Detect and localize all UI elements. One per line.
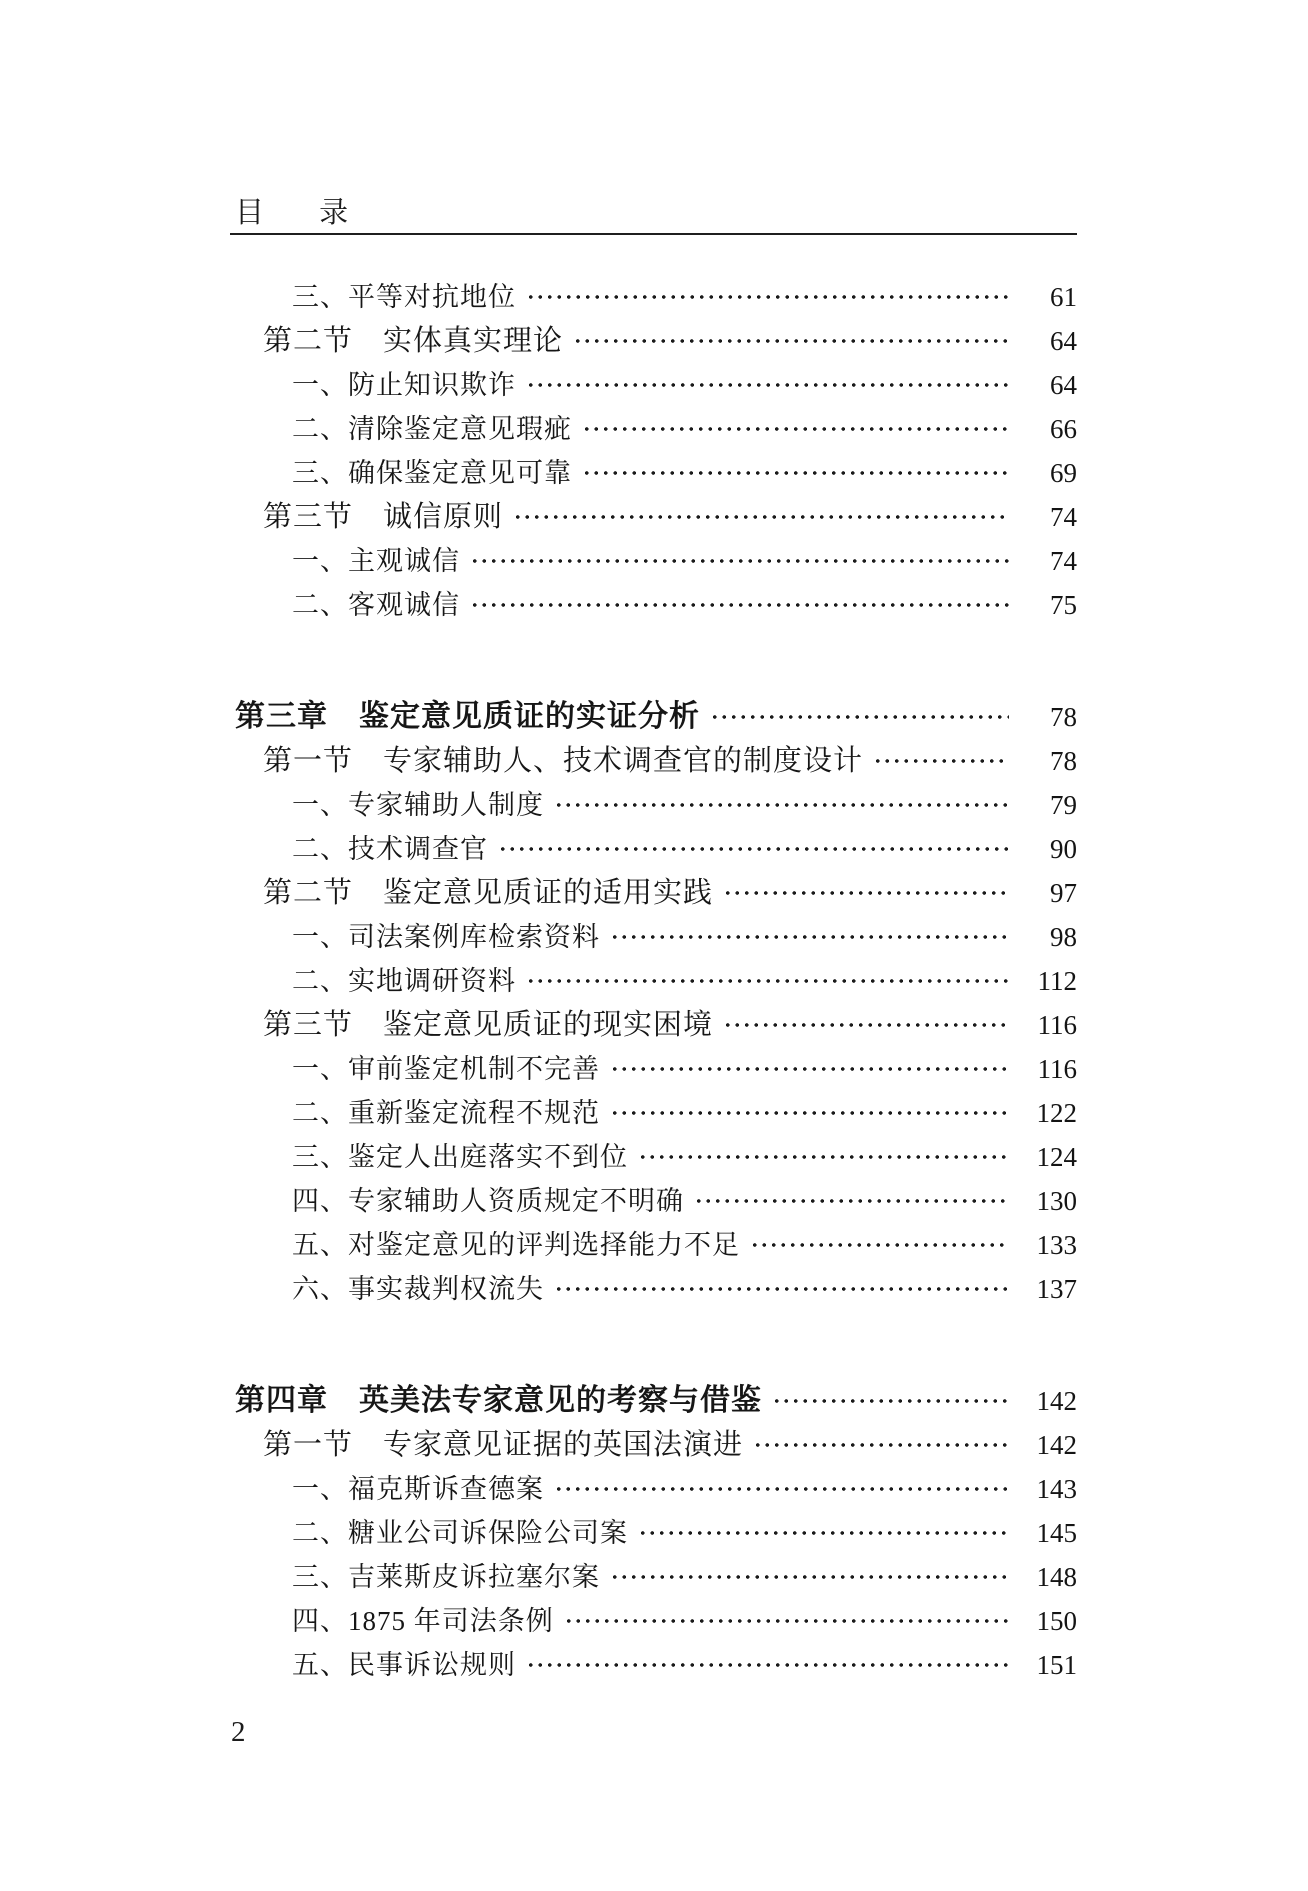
dot-leader (470, 539, 1009, 583)
toc-entry (235, 959, 1077, 1003)
dot-leader (610, 1555, 1009, 1599)
toc-list (235, 275, 1077, 1687)
toc-entry (235, 695, 1077, 739)
toc-entry-page: 64 (1050, 370, 1077, 400)
toc-entry (235, 1511, 1077, 1555)
toc-entry-page: 90 (1050, 834, 1077, 864)
toc-entry-page: 142 (1036, 1386, 1077, 1416)
toc-entry (235, 783, 1077, 827)
toc-entry (235, 1643, 1077, 1687)
toc-entry (235, 1179, 1077, 1223)
toc-entry (235, 915, 1077, 959)
toc-group (235, 1379, 1077, 1687)
dot-leader (873, 739, 1009, 783)
toc-entry (235, 827, 1077, 871)
toc-entry (235, 739, 1077, 783)
toc-entry-title: 一、司法案例库检索资料 (292, 922, 600, 952)
toc-entry-title: 二、客观诚信 (292, 590, 460, 620)
dot-leader (753, 1423, 1009, 1467)
dot-leader (750, 1223, 1009, 1267)
toc-entry (235, 1467, 1077, 1511)
toc-entry-title: 四、1875 年司法条例 (292, 1606, 554, 1636)
dot-leader (498, 827, 1009, 871)
toc-entry (235, 1135, 1077, 1179)
dot-leader (554, 1267, 1009, 1311)
toc-entry-title: 一、审前鉴定机制不完善 (292, 1054, 600, 1084)
dot-leader (554, 783, 1009, 827)
toc-entry-page: 97 (1050, 878, 1077, 908)
dot-leader (582, 451, 1009, 495)
toc-entry (235, 539, 1077, 583)
toc-entry-page: 148 (1036, 1562, 1077, 1592)
toc-entry-title: 二、清除鉴定意见瑕疵 (292, 414, 572, 444)
dot-leader (582, 407, 1009, 451)
dot-leader (638, 1511, 1009, 1555)
toc-entry (235, 1223, 1077, 1267)
toc-entry-page: 151 (1036, 1650, 1077, 1680)
toc-entry-page: 79 (1050, 790, 1077, 820)
dot-leader (694, 1179, 1009, 1223)
toc-entry-title: 第一节 专家辅助人、技术调查官的制度设计 (263, 745, 864, 777)
dot-leader (610, 1047, 1009, 1091)
toc-entry-title: 一、主观诚信 (292, 546, 460, 576)
dot-leader (470, 583, 1009, 627)
toc-entry (235, 1599, 1077, 1643)
dot-leader (610, 915, 1009, 959)
dot-leader (573, 319, 1009, 363)
toc-entry-title: 第三节 鉴定意见质证的现实困境 (263, 1009, 714, 1041)
toc-entry (235, 1047, 1077, 1091)
toc-entry-page: 142 (1036, 1430, 1077, 1460)
toc-entry (235, 275, 1077, 319)
toc-entry-page: 145 (1036, 1518, 1077, 1548)
toc-entry (235, 1267, 1077, 1311)
toc-entry-title: 三、平等对抗地位 (292, 282, 516, 312)
toc-entry-page: 78 (1050, 702, 1077, 732)
dot-leader (564, 1599, 1009, 1643)
toc-entry-page: 150 (1036, 1606, 1077, 1636)
toc-entry-title: 第一节 专家意见证据的英国法演进 (263, 1429, 744, 1461)
toc-entry-page: 98 (1050, 922, 1077, 952)
toc-entry-title: 第二节 鉴定意见质证的适用实践 (263, 877, 714, 909)
toc-entry (235, 583, 1077, 627)
toc-entry-title: 一、防止知识欺诈 (292, 370, 516, 400)
toc-entry-title: 二、实地调研资料 (292, 966, 516, 996)
toc-entry (235, 1091, 1077, 1135)
toc-entry-page: 74 (1050, 502, 1077, 532)
toc-entry-page: 124 (1036, 1142, 1077, 1172)
page-title: 目 录 (235, 197, 362, 229)
toc-entry-title: 五、民事诉讼规则 (292, 1650, 516, 1680)
toc-entry-title: 三、吉莱斯皮诉拉塞尔案 (292, 1562, 600, 1592)
dot-leader (772, 1379, 1009, 1423)
toc-entry-page: 78 (1050, 746, 1077, 776)
toc-entry-page: 66 (1050, 414, 1077, 444)
toc-entry (235, 1003, 1077, 1047)
toc-entry-title: 二、重新鉴定流程不规范 (292, 1098, 600, 1128)
toc-entry (235, 1423, 1077, 1467)
toc-entry-page: 74 (1050, 546, 1077, 576)
toc-entry-title: 第二节 实体真实理论 (263, 325, 564, 357)
toc-entry (235, 1379, 1077, 1423)
toc-entry-title: 第三章 鉴定意见质证的实证分析 (235, 700, 700, 733)
dot-leader (638, 1135, 1009, 1179)
toc-entry (235, 1555, 1077, 1599)
toc-entry-page: 122 (1036, 1098, 1077, 1128)
toc-entry (235, 363, 1077, 407)
toc-entry (235, 495, 1077, 539)
toc-entry-page: 61 (1050, 282, 1077, 312)
toc-entry-page: 112 (1037, 966, 1077, 996)
toc-entry (235, 871, 1077, 915)
toc-entry-page: 75 (1050, 590, 1077, 620)
toc-entry-title: 第三节 诚信原则 (263, 501, 504, 533)
toc-entry-page: 64 (1050, 326, 1077, 356)
dot-leader (526, 1643, 1009, 1687)
dot-leader (610, 1091, 1009, 1135)
toc-entry-page: 116 (1037, 1010, 1077, 1040)
toc-entry-title: 二、技术调查官 (292, 834, 488, 864)
dot-leader (554, 1467, 1009, 1511)
dot-leader (513, 495, 1009, 539)
toc-entry (235, 451, 1077, 495)
dot-leader (723, 871, 1009, 915)
folio-page-number: 2 (231, 1716, 246, 1748)
header-divider (230, 233, 1077, 235)
toc-entry-page: 116 (1037, 1054, 1077, 1084)
dot-leader (526, 275, 1009, 319)
toc-entry-page: 133 (1036, 1230, 1077, 1260)
toc-entry-title: 五、对鉴定意见的评判选择能力不足 (292, 1230, 740, 1260)
toc-entry-title: 第四章 英美法专家意见的考察与借鉴 (235, 1384, 762, 1417)
toc-entry (235, 319, 1077, 363)
toc-entry-page: 143 (1036, 1474, 1077, 1504)
dot-leader (526, 959, 1009, 1003)
toc-entry-title: 三、确保鉴定意见可靠 (292, 458, 572, 488)
toc-entry-page: 137 (1036, 1274, 1077, 1304)
toc-entry-title: 一、专家辅助人制度 (292, 790, 544, 820)
dot-leader (723, 1003, 1009, 1047)
toc-entry-page: 130 (1036, 1186, 1077, 1216)
toc-entry-page: 69 (1050, 458, 1077, 488)
toc-entry-title: 一、福克斯诉查德案 (292, 1474, 544, 1504)
toc-group (235, 695, 1077, 1311)
dot-leader (710, 695, 1009, 739)
dot-leader (526, 363, 1009, 407)
toc-entry-title: 四、专家辅助人资质规定不明确 (292, 1186, 684, 1216)
toc-entry-title: 六、事实裁判权流失 (292, 1274, 544, 1304)
toc-group (235, 275, 1077, 627)
toc-entry-title: 三、鉴定人出庭落实不到位 (292, 1142, 628, 1172)
toc-entry (235, 407, 1077, 451)
toc-entry-title: 二、糖业公司诉保险公司案 (292, 1518, 628, 1548)
